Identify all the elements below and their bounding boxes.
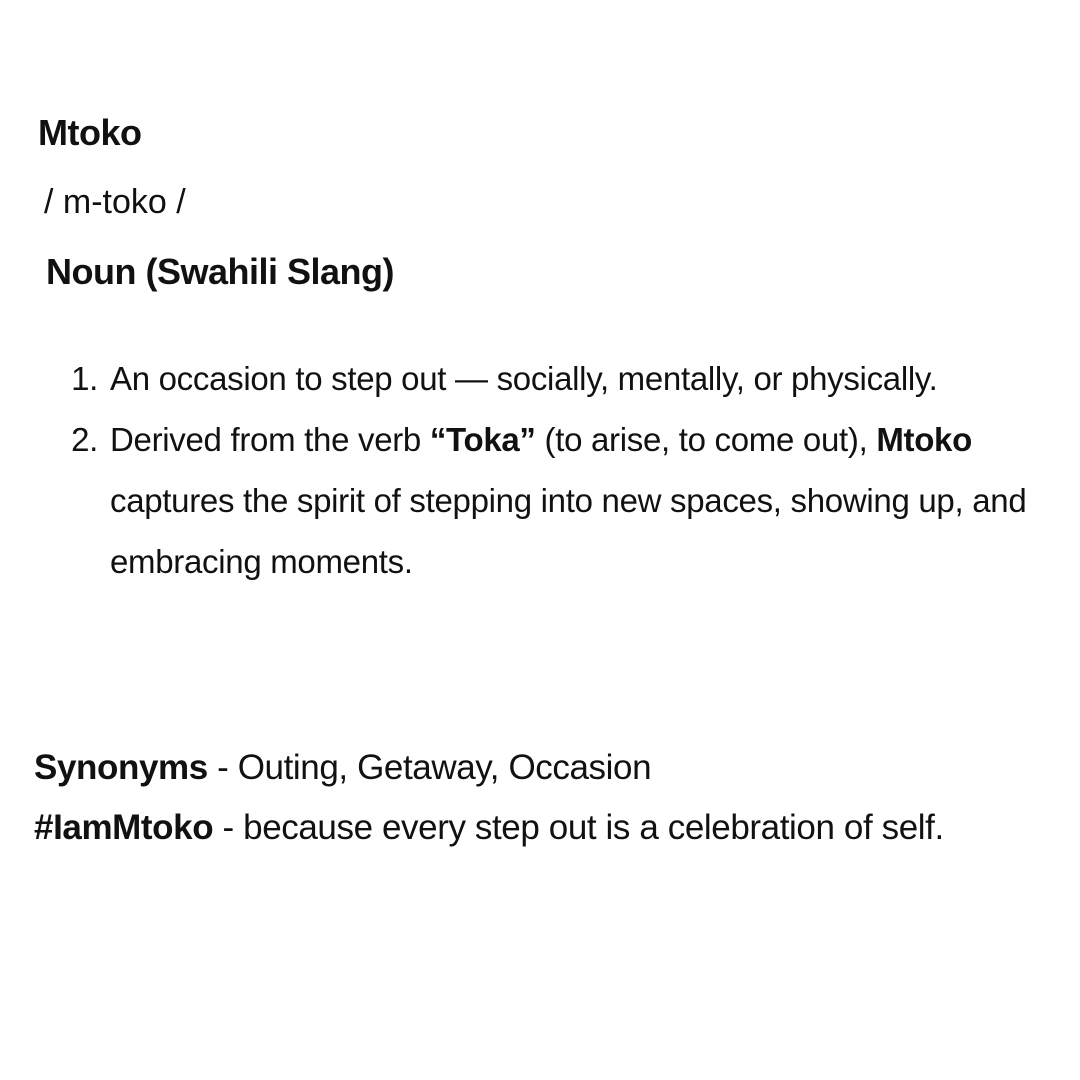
hashtag-line: [34, 808, 944, 848]
definition-text-prefix: Derived from the verb: [110, 421, 430, 458]
entry-part-of-speech: Noun (Swahili Slang): [46, 251, 394, 292]
entry-pronunciation: / m-toko /: [44, 183, 186, 221]
hashtag-text: - because every step out is a celebration of self.: [213, 808, 944, 847]
bold-term-toka: “Toka”: [429, 421, 536, 458]
hashtag-label: #IamMtoko: [34, 808, 214, 847]
definition-number: 1.: [71, 360, 98, 397]
definition-item: [0, 348, 1070, 409]
bold-word-mtoko: Mtoko: [876, 421, 972, 458]
definition-number: 2.: [71, 421, 98, 458]
definition-item: [0, 409, 1070, 592]
definition-text: An occasion to step out — socially, mentally, or physically.: [110, 360, 938, 397]
definition-text-middle: (to arise, to come out),: [535, 421, 877, 458]
synonyms-label: Synonyms: [34, 748, 208, 787]
synonyms-text: - Outing, Getaway, Occasion: [207, 748, 652, 787]
definition-list: [0, 348, 1070, 592]
entry-word: Mtoko: [38, 112, 142, 153]
definition-text-suffix: captures the spirit of stepping into new spaces, showing up, and embracing moments.: [110, 482, 1027, 580]
synonyms-line: [34, 748, 651, 788]
